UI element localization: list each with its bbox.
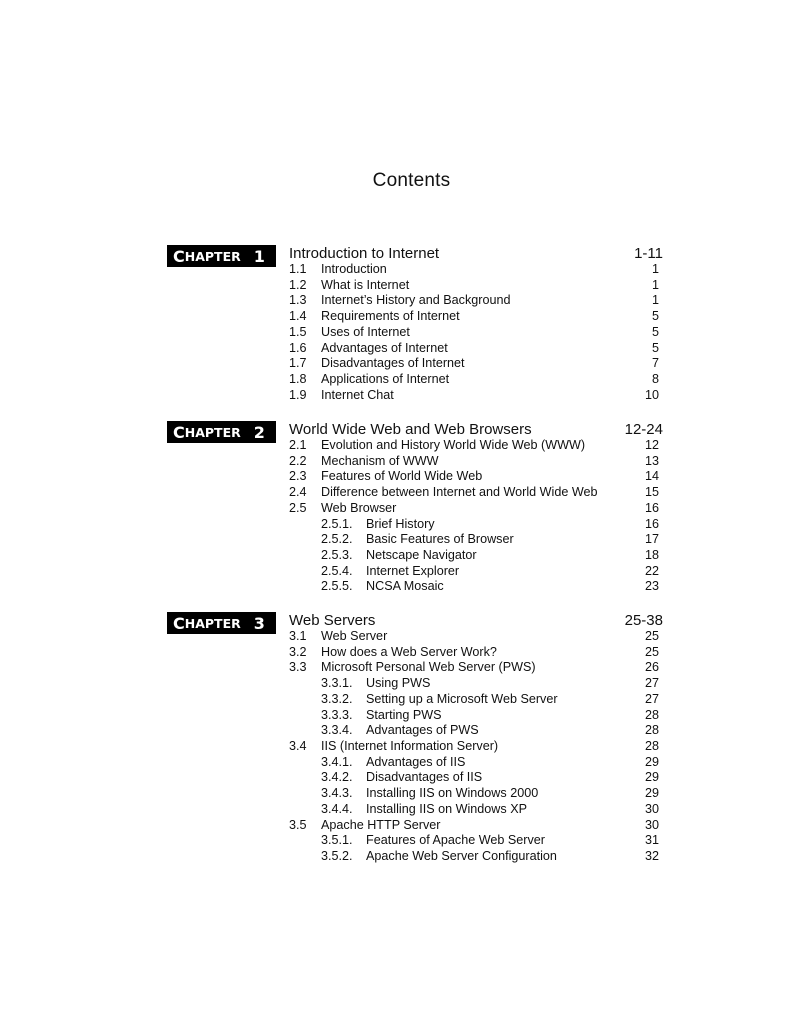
section-number: 2.5.1.	[321, 516, 353, 531]
section-number: 3.2	[289, 644, 307, 659]
section-title: Microsoft Personal Web Server (PWS)	[321, 660, 536, 675]
toc-subsection	[289, 770, 661, 786]
section-page: 15	[644, 485, 659, 500]
section-title: Using PWS	[366, 676, 431, 691]
section-page: 30	[644, 817, 659, 832]
section-number: 2.4	[289, 485, 307, 500]
section-title: Features of World Wide Web	[321, 469, 483, 484]
toc-subsection	[289, 849, 661, 865]
toc-subsection	[289, 532, 661, 548]
toc-section	[289, 325, 661, 341]
chapter-label-cap: C	[173, 422, 185, 442]
toc-subsection	[289, 517, 661, 533]
section-title: What is Internet	[321, 277, 410, 292]
section-title: Disadvantages of IIS	[366, 770, 483, 785]
toc-section	[289, 262, 661, 278]
chapter-title: World Wide Web and Web Browsers	[289, 421, 532, 438]
section-page: 7	[651, 356, 659, 371]
toc-subsection	[289, 676, 661, 692]
section-page: 1	[651, 277, 659, 292]
toc-section	[289, 469, 661, 485]
section-page: 31	[644, 833, 659, 848]
section-page: 30	[644, 801, 659, 816]
chapter-page-range: 1-11	[634, 245, 663, 262]
section-page: 18	[644, 548, 659, 563]
chapter-label-word: HAPTER	[184, 248, 241, 264]
section-title: Basic Features of Browser	[366, 532, 514, 547]
section-title: Internet Explorer	[366, 563, 460, 578]
toc-subsection	[289, 564, 661, 580]
toc-section	[289, 388, 661, 404]
section-title: Installing IIS on Windows XP	[366, 801, 527, 816]
section-page: 5	[651, 324, 659, 339]
toc-section	[289, 372, 661, 388]
section-number: 3.3.4.	[321, 723, 353, 738]
toc-subsection	[289, 802, 661, 818]
chapter-label	[167, 421, 276, 443]
section-number: 2.3	[289, 469, 307, 484]
section-title: Web Browser	[321, 500, 397, 515]
section-title: NCSA Mosaic	[366, 579, 444, 594]
section-title: Setting up a Microsoft Web Server	[366, 691, 558, 706]
toc-subsection	[289, 755, 661, 771]
section-page: 28	[644, 723, 659, 738]
toc-section	[289, 645, 661, 661]
section-page: 28	[644, 739, 659, 754]
section-number: 1.7	[289, 356, 307, 371]
chapter-label	[167, 245, 276, 267]
section-title: Advantages of Internet	[321, 340, 448, 355]
section-page: 25	[644, 629, 659, 643]
section-page: 27	[644, 691, 659, 706]
section-title: Evolution and History World Wide Web (WWW)	[321, 438, 586, 452]
toc-section	[289, 739, 661, 755]
section-page: 32	[644, 849, 659, 864]
section-title: Apache HTTP Server	[321, 817, 441, 832]
chapter-number: 3	[253, 613, 265, 633]
section-number: 2.1	[289, 438, 307, 452]
section-page: 1	[651, 262, 659, 276]
toc-subsection	[289, 833, 661, 849]
section-page: 23	[644, 579, 659, 594]
page-title: Contents	[372, 170, 451, 191]
section-title: Internet Chat	[321, 387, 394, 402]
section-number: 1.5	[289, 324, 307, 339]
section-number: 3.1	[289, 629, 307, 643]
toc-subsection	[289, 548, 661, 564]
section-number: 3.3.3.	[321, 707, 353, 722]
section-page: 29	[644, 754, 659, 769]
chapter-page-range: 25-38	[624, 612, 663, 629]
toc-subsection	[289, 692, 661, 708]
toc-subsection	[289, 579, 661, 595]
section-page: 29	[644, 770, 659, 785]
section-page: 16	[644, 516, 659, 531]
section-title: How does a Web Server Work?	[321, 644, 497, 659]
section-number: 1.1	[289, 262, 307, 276]
section-title: Advantages of PWS	[366, 723, 479, 738]
chapter-number: 2	[253, 422, 265, 442]
section-number: 3.5.1.	[321, 833, 353, 848]
section-page: 10	[644, 387, 659, 402]
section-number: 3.4.3.	[321, 786, 353, 801]
section-title: Uses of Internet	[321, 324, 410, 339]
section-page: 22	[644, 563, 659, 578]
section-number: 1.3	[289, 293, 307, 308]
section-title: Features of Apache Web Server	[366, 833, 545, 848]
chapter-label	[167, 612, 276, 634]
section-page: 12	[644, 438, 659, 452]
section-number: 3.4.2.	[321, 770, 353, 785]
section-title: Advantages of IIS	[366, 754, 466, 769]
chapter-label-word: HAPTER	[184, 615, 241, 631]
toc-subsection	[289, 723, 661, 739]
chapter-entries	[289, 438, 661, 595]
chapter-page-range: 12-24	[624, 421, 663, 438]
section-number: 1.9	[289, 387, 307, 402]
chapter-entries	[289, 629, 661, 865]
section-number: 3.3.2.	[321, 691, 353, 706]
chapter-label-cap: C	[173, 246, 185, 266]
section-page: 5	[651, 309, 659, 324]
section-page: 28	[644, 707, 659, 722]
section-title: Requirements of Internet	[321, 309, 460, 324]
toc-section	[289, 454, 661, 470]
section-title: Mechanism of WWW	[321, 453, 439, 468]
toc-section	[289, 309, 661, 325]
toc-subsection	[289, 708, 661, 724]
toc-section	[289, 293, 661, 309]
section-number: 3.5.2.	[321, 849, 353, 864]
toc-subsection	[289, 786, 661, 802]
section-page: 13	[644, 453, 659, 468]
section-number: 3.3.1.	[321, 676, 353, 691]
section-number: 2.5.2.	[321, 532, 353, 547]
section-page: 1	[651, 293, 659, 308]
section-number: 3.4	[289, 739, 307, 754]
section-number: 1.8	[289, 372, 307, 387]
toc-section	[289, 485, 661, 501]
section-number: 3.3	[289, 660, 307, 675]
section-number: 1.4	[289, 309, 307, 324]
toc-section	[289, 818, 661, 834]
toc-section	[289, 501, 661, 517]
section-page: 17	[644, 532, 659, 547]
section-title: IIS (Internet Information Server)	[321, 739, 499, 754]
chapter-number: 1	[253, 246, 265, 266]
section-title: Difference between Internet and World Wide Web	[321, 485, 598, 500]
section-title: Netscape Navigator	[366, 548, 477, 563]
section-title: Starting PWS	[366, 707, 442, 722]
section-title: Applications of Internet	[321, 372, 450, 387]
section-number: 2.5.3.	[321, 548, 353, 563]
section-title: Brief History	[366, 516, 435, 531]
section-page: 25	[644, 644, 659, 659]
section-number: 2.2	[289, 453, 307, 468]
toc-section	[289, 356, 661, 372]
section-number: 1.2	[289, 277, 307, 292]
chapter-label-cap: C	[173, 613, 185, 633]
section-page: 14	[644, 469, 659, 484]
section-number: 1.6	[289, 340, 307, 355]
section-number: 2.5.5.	[321, 579, 353, 594]
section-number: 3.4.4.	[321, 801, 353, 816]
toc-section	[289, 660, 661, 676]
section-page: 26	[644, 660, 659, 675]
toc-section	[289, 341, 661, 357]
toc-section	[289, 438, 661, 454]
section-page: 8	[651, 372, 659, 387]
toc-section	[289, 629, 661, 645]
section-title: Apache Web Server Configuration	[366, 849, 557, 864]
section-title: Internet’s History and Background	[321, 293, 511, 308]
section-title: Web Server	[321, 629, 388, 643]
toc-section	[289, 278, 661, 294]
section-number: 3.5	[289, 817, 307, 832]
section-page: 27	[644, 676, 659, 691]
section-page: 16	[644, 500, 659, 515]
section-page: 5	[651, 340, 659, 355]
section-title: Installing IIS on Windows 2000	[366, 786, 539, 801]
chapter-title: Introduction to Internet	[289, 245, 440, 262]
section-title: Disadvantages of Internet	[321, 356, 465, 371]
chapter-title: Web Servers	[289, 612, 376, 629]
section-title: Introduction	[321, 262, 387, 276]
section-number: 3.4.1.	[321, 754, 353, 769]
chapter-label-word: HAPTER	[184, 424, 241, 440]
section-page: 29	[644, 786, 659, 801]
section-number: 2.5	[289, 500, 307, 515]
section-number: 2.5.4.	[321, 563, 353, 578]
chapter-entries	[289, 262, 661, 403]
